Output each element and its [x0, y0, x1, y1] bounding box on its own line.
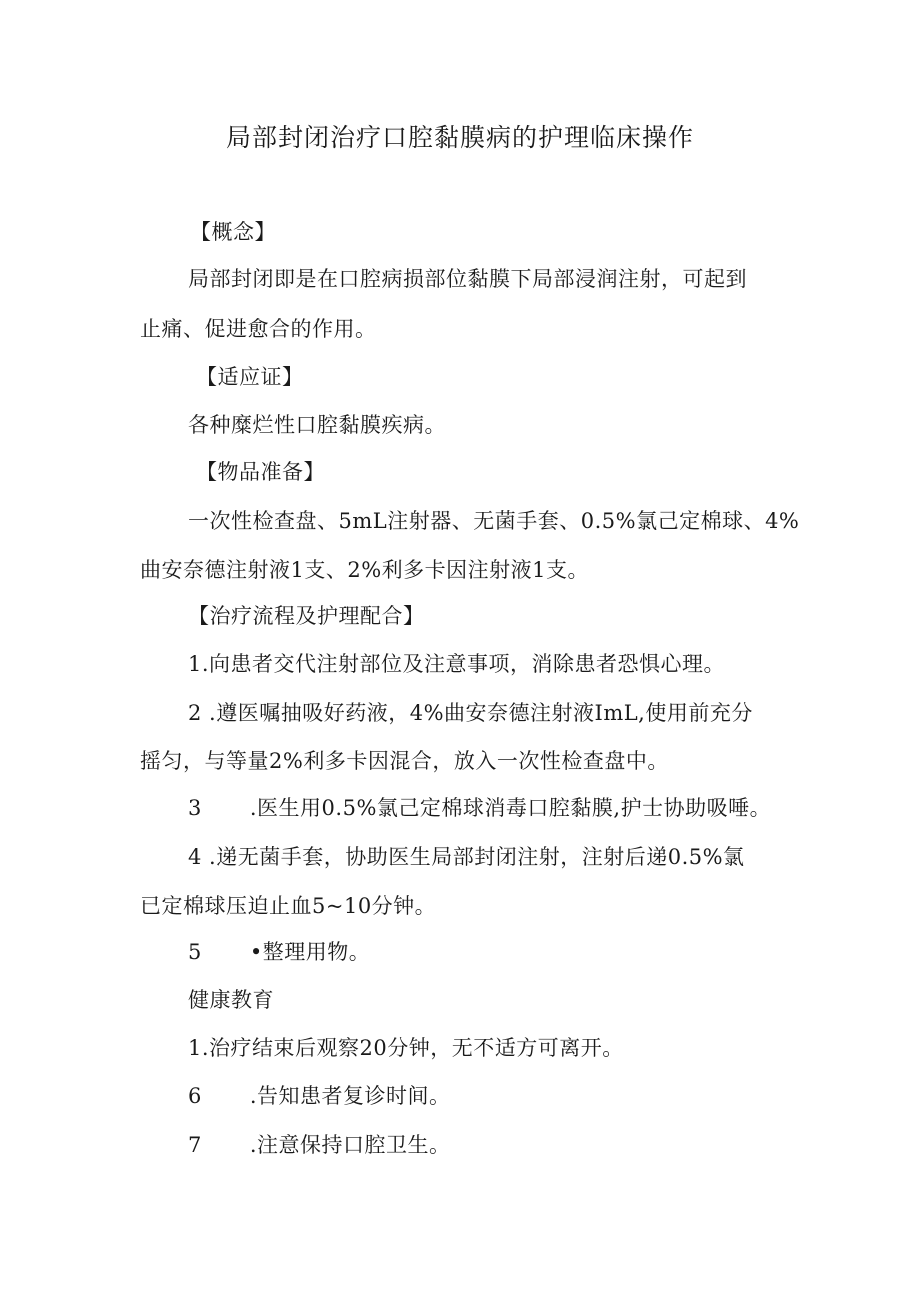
health-item-7 — [188, 1130, 451, 1160]
step-5 — [188, 937, 370, 967]
step-1: 1.向患者交代注射部位及注意事项，消除患者恐惧心理。 — [188, 652, 726, 676]
supplies-text-line-2: 曲安奈德注射液1支、2%利多卡因注射液1支。 — [140, 558, 590, 582]
health-item-7-number: 7 — [188, 1133, 202, 1157]
step-5-number: 5 — [188, 940, 202, 964]
step-3 — [188, 793, 771, 823]
supplies-heading: 【物品准备】 — [196, 460, 325, 484]
health-education-heading: 健康教育 — [188, 988, 274, 1012]
indication-heading: 【适应证】 — [196, 365, 304, 389]
health-item-6 — [188, 1081, 451, 1111]
process-heading: 【治疗流程及护理配合】 — [188, 604, 425, 628]
step-2-line-1: 2 .遵医嘱抽吸好药液，4%曲安奈德注射液ImL,使用前充分 — [188, 701, 753, 725]
step-3-text: .医生用0.5%氯己定棉球消毒口腔黏膜,护士协助吸唾。 — [249, 796, 772, 820]
health-item-7-text: .注意保持口腔卫生。 — [249, 1133, 451, 1157]
health-item-6-text: .告知患者复诊时间。 — [249, 1084, 451, 1108]
step-4-line-2: 已定棉球压迫止血5~10分钟。 — [140, 894, 437, 918]
step-5-text: •整理用物。 — [249, 940, 371, 964]
health-item-6-number: 6 — [188, 1084, 202, 1108]
supplies-text-line-1: 一次性检查盘、5mL注射器、无菌手套、0.5%氯己定棉球、4% — [188, 509, 800, 533]
document-title: 局部封闭治疗口腔黏膜病的护理临床操作 — [225, 123, 694, 152]
concept-heading: 【概念】 — [190, 220, 276, 244]
concept-text-line-2: 止痛、促进愈合的作用。 — [140, 317, 377, 341]
step-3-number: 3 — [188, 796, 202, 820]
health-item-1: 1.治疗结束后观察20分钟，无不适方可离开。 — [188, 1036, 624, 1060]
step-4-line-1: 4 .递无菌手套，协助医生局部封闭注射，注射后递0.5%氯 — [188, 845, 745, 869]
concept-text-line-1: 局部封闭即是在口腔病损部位黏膜下局部浸润注射，可起到 — [188, 267, 747, 291]
step-2-line-2: 摇匀，与等量2%利多卡因混合，放入一次性检查盘中。 — [140, 749, 669, 773]
indication-text: 各种糜烂性口腔黏膜疾病。 — [188, 413, 446, 437]
